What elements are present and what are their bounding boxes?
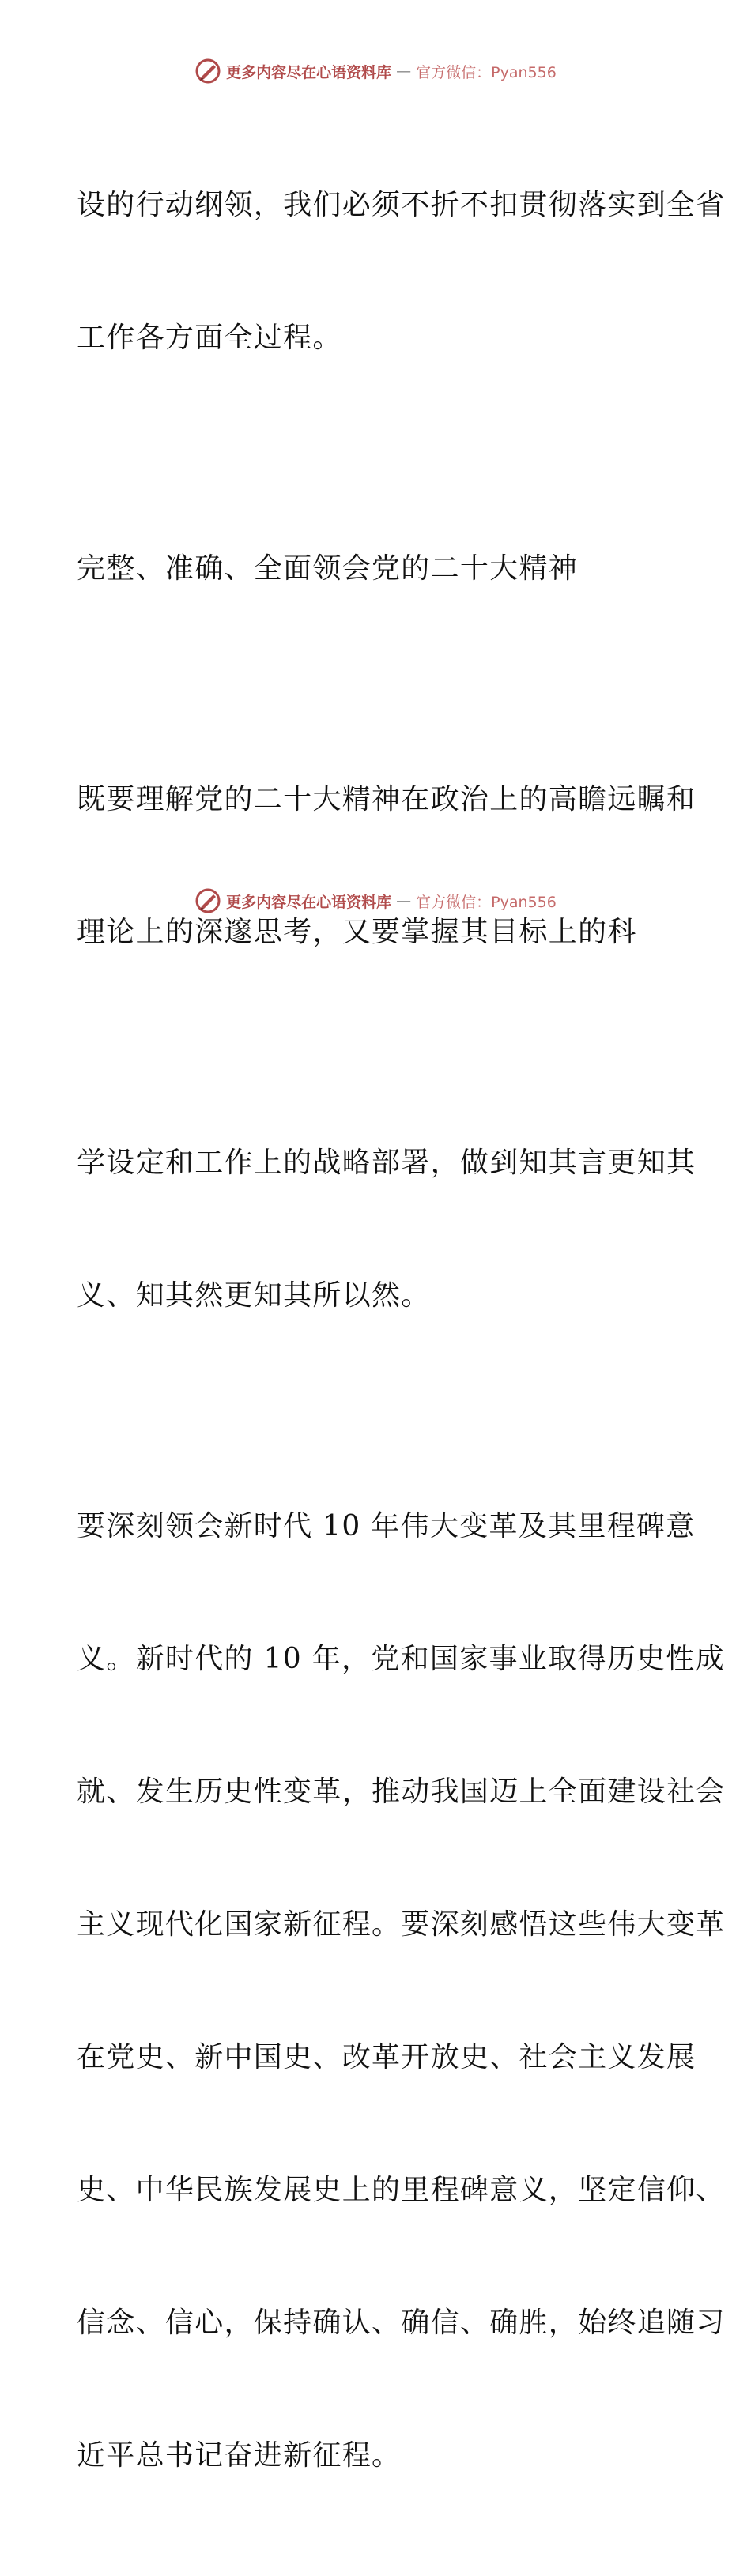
watermark-sub-text: 官方微信：Pyan556 [416, 893, 557, 911]
paragraph-3 [77, 1053, 696, 1407]
watermark-sub-text: 官方微信：Pyan556 [416, 63, 557, 81]
text-line: 设的行动纲领，我们必须不折不扣贯彻落实到全省 [77, 189, 726, 221]
text-line: 理论上的深邃思考，又要掌握其目标上的科 [77, 916, 637, 948]
pen-logo-icon [194, 887, 221, 914]
watermark-main-text: 更多内容尽在心语资料库 [226, 893, 392, 911]
paragraph-4 [77, 1416, 726, 2567]
section-heading [77, 458, 677, 680]
document-body [77, 95, 726, 2576]
text-line: 主义现代化国家新征程。要深刻感悟这些伟大变革 [77, 1908, 726, 1941]
watermark-header [0, 55, 751, 87]
text-line: 信念、信心，保持确认、确信、确胜，始终追随习 [77, 2307, 726, 2339]
text-line: 义、知其然更知其所以然。 [77, 1279, 431, 1312]
text-line: 义。新时代的 10 年，党和国家事业取得历史性成 [77, 1643, 725, 1675]
watermark-footer [0, 885, 751, 917]
text-line: 学设定和工作上的战略部署，做到知其言更知其 [77, 1147, 696, 1179]
paragraph-1 [77, 95, 726, 449]
text-line: 完整、准确、全面领会党的二十大精神 [77, 552, 579, 585]
paragraph-2 [77, 689, 696, 1043]
watermark-separator: — [396, 62, 412, 80]
text-line: 就、发生历史性变革，推动我国迈上全面建设社会 [77, 1776, 726, 1808]
text-line: 既要理解党的二十大精神在政治上的高瞻远瞩和 [77, 783, 696, 815]
text-line: 要深刻领会新时代 10 年伟大变革及其里程碑意 [77, 1510, 696, 1542]
text-line: 在党史、新中国史、改革开放史、社会主义发展 [77, 2041, 696, 2073]
text-line: 近平总书记奋进新征程。 [77, 2439, 402, 2472]
text-line: 史、中华民族发展史上的里程碑意义，坚定信仰、 [77, 2174, 726, 2206]
text-line: 工作各方面全过程。 [77, 322, 342, 354]
watermark-main-text: 更多内容尽在心语资料库 [226, 63, 392, 81]
pen-logo-icon [194, 58, 221, 85]
watermark-separator: — [396, 892, 412, 910]
